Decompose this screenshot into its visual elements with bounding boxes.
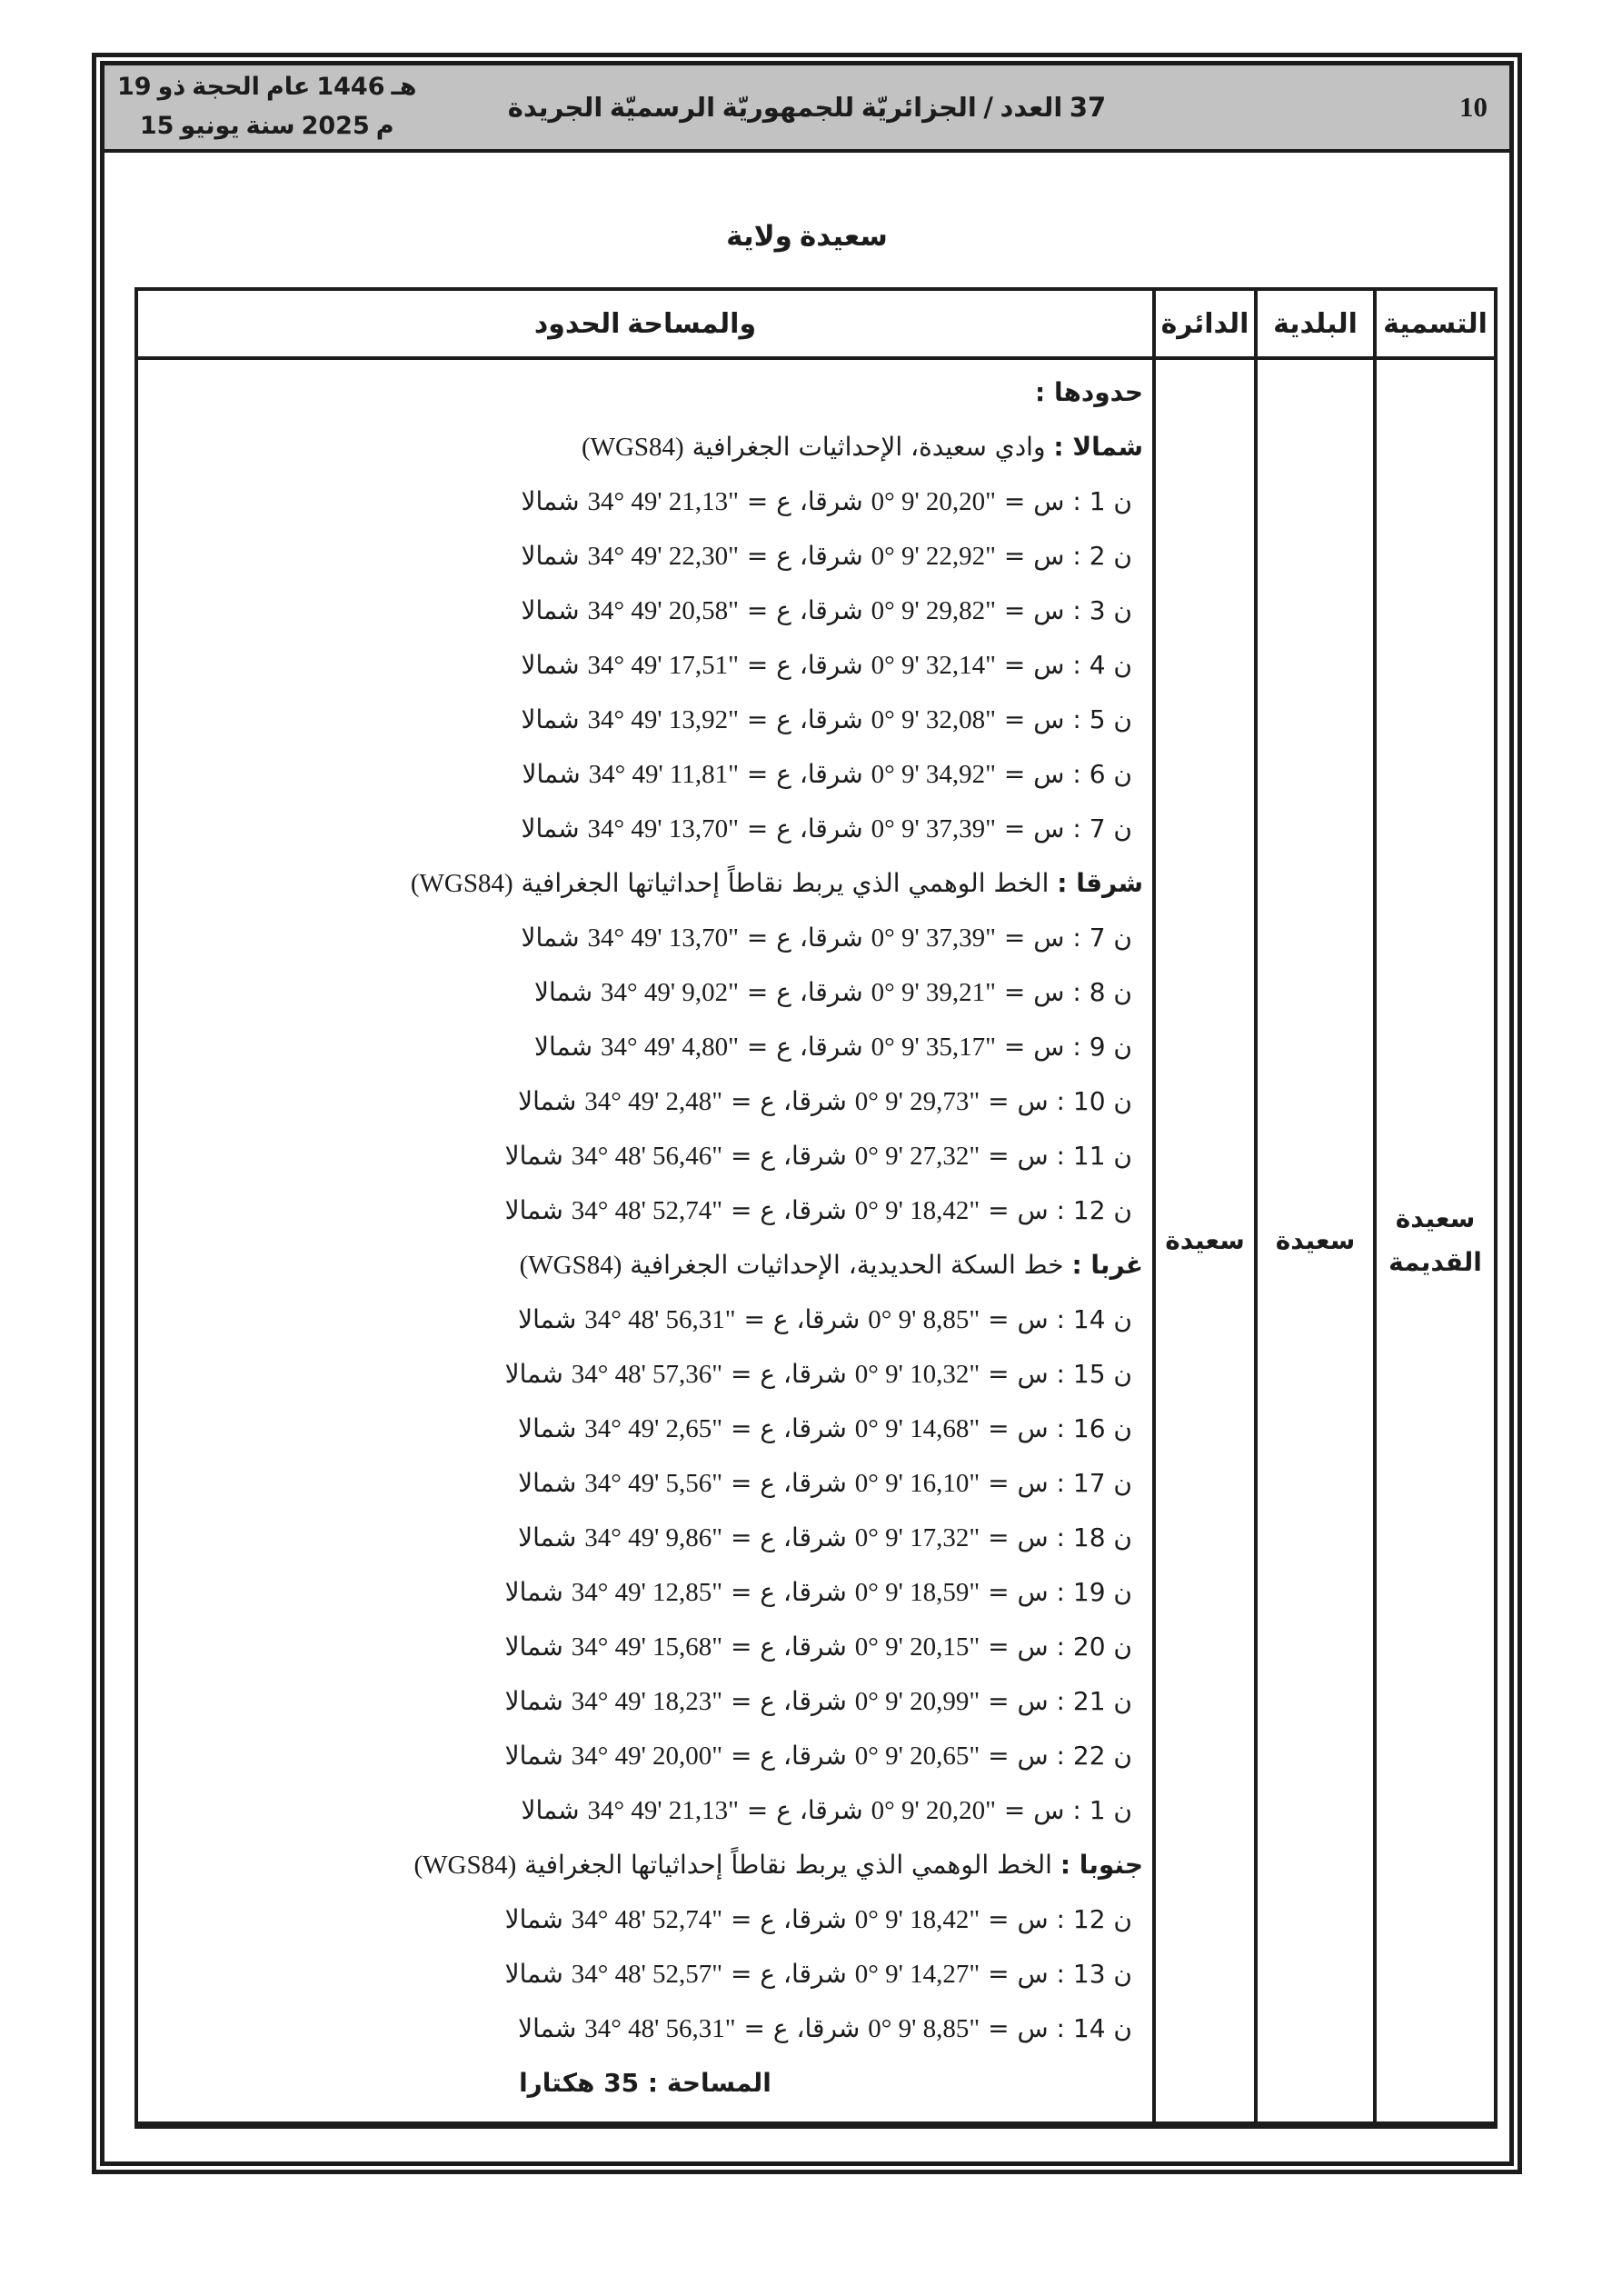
point-mid: شرقا، ع = — [722, 1468, 855, 1498]
point-suffix: شمالا — [518, 2013, 585, 2043]
coord-x: 0° 9' 18,42" — [854, 1196, 980, 1225]
coord-x: 0° 9' 17,32" — [854, 1523, 980, 1552]
border-line-point — [138, 747, 1152, 802]
coord-y: 34° 49' 22,30" — [587, 542, 739, 571]
coord-x: 0° 9' 20,20" — [871, 487, 997, 516]
point-label: ن 12 : س = — [980, 1195, 1132, 1225]
point-mid: شرقا، ع = — [722, 1359, 855, 1389]
coord-x: 0° 9' 20,65" — [854, 1742, 980, 1771]
point-label: ن 8 : س = — [996, 977, 1132, 1007]
section-text: الخط الوهمي الذي يربط نقاطاً إحداثياتها الجغرافية — [516, 1850, 1060, 1880]
coord-x: 0° 9' 39,21" — [871, 978, 997, 1007]
border-line-section — [138, 420, 1152, 474]
border-line-point — [138, 1293, 1152, 1347]
coord-x: 0° 9' 37,39" — [871, 923, 997, 953]
coord-y: 34° 49' 11,81" — [588, 760, 739, 789]
point-mid: شرقا، ع = — [738, 814, 871, 844]
cell-designation: سعيدة القديمة — [1375, 358, 1496, 2125]
coord-x: 0° 9' 32,08" — [871, 705, 997, 734]
point-label: ن 19 : س = — [980, 1577, 1132, 1607]
point-suffix: شمالا — [504, 1959, 572, 1989]
point-suffix: شمالا — [504, 1632, 572, 1662]
point-mid: شرقا، ع = — [738, 486, 871, 516]
point-mid: شرقا، ع = — [722, 1904, 855, 1934]
border-line-heading: حدودها : — [1035, 377, 1143, 407]
point-mid: شرقا، ع = — [738, 650, 871, 680]
border-line-point — [138, 1620, 1152, 1674]
point-label: ن 16 : س = — [980, 1413, 1132, 1443]
border-line-point — [138, 965, 1152, 1020]
point-label: ن 21 : س = — [980, 1686, 1132, 1716]
point-label: ن 7 : س = — [996, 814, 1132, 844]
border-line-point — [138, 693, 1152, 747]
point-mid: شرقا، ع = — [738, 541, 871, 571]
coord-x: 0° 9' 20,99" — [854, 1687, 980, 1716]
point-label: ن 7 : س = — [996, 923, 1132, 953]
point-suffix: شمالا — [518, 1086, 585, 1116]
point-suffix: شمالا — [533, 1032, 602, 1062]
border-line-point — [138, 1565, 1152, 1620]
coord-y: 34° 49' 12,85" — [571, 1578, 723, 1607]
point-suffix: شمالا — [521, 541, 588, 571]
point-mid: شرقا، ع = — [738, 977, 871, 1007]
col-header-municipality: البلدية — [1256, 289, 1375, 358]
hijri-date: 19 ذو الحجة عام 1446 هـ — [117, 73, 417, 101]
coord-x: 0° 9' 10,32" — [854, 1360, 980, 1389]
cell-borders — [136, 358, 1154, 2125]
section-text: وادي سعيدة، الإحداثيات الجغرافية — [683, 432, 1054, 462]
coord-x: 0° 9' 34,92" — [871, 760, 997, 789]
point-suffix: شمالا — [504, 1686, 572, 1716]
coord-x: 0° 9' 22,92" — [871, 542, 997, 571]
point-label: ن 9 : س = — [996, 1032, 1132, 1062]
point-mid: شرقا، ع = — [738, 1795, 871, 1825]
point-suffix: شمالا — [521, 486, 588, 516]
point-suffix: شمالا — [521, 1795, 588, 1825]
border-line-point — [138, 1020, 1152, 1074]
point-mid: شرقا، ع = — [722, 1741, 855, 1771]
point-suffix: شمالا — [504, 1577, 572, 1607]
header-strip — [104, 65, 1509, 153]
coord-x: 0° 9' 14,68" — [854, 1414, 980, 1443]
point-suffix: شمالا — [504, 1904, 572, 1934]
border-line-point — [138, 1456, 1152, 1511]
point-label: ن 22 : س = — [980, 1741, 1132, 1771]
coord-y: 34° 49' 9,86" — [584, 1523, 723, 1552]
coord-y: 34° 48' 56,31" — [584, 2014, 736, 2043]
border-line-section — [138, 856, 1152, 911]
col-header-borders-area-label: الحدود والمساحة — [533, 307, 757, 340]
coord-x: 0° 9' 14,27" — [854, 1960, 980, 1989]
point-label: ن 13 : س = — [980, 1959, 1132, 1989]
point-suffix: شمالا — [518, 1522, 585, 1552]
coord-x: 0° 9' 8,85" — [868, 1305, 980, 1334]
wgs-ref: (WGS84) — [581, 433, 684, 462]
point-mid: شرقا، ع = — [735, 1304, 869, 1334]
point-suffix: شمالا — [521, 923, 588, 953]
col-header-borders-area — [136, 289, 1154, 358]
point-mid: شرقا، ع = — [722, 1413, 855, 1443]
coord-y: 34° 48' 56,31" — [584, 1305, 736, 1334]
point-mid: شرقا، ع = — [738, 923, 871, 953]
point-mid: شرقا، ع = — [722, 1522, 855, 1552]
coord-y: 34° 48' 56,46" — [571, 1142, 723, 1171]
point-label: ن 3 : س = — [996, 595, 1132, 625]
border-line-point — [138, 2002, 1152, 2056]
section-text: الخط الوهمي الذي يربط نقاطاً إحداثياتها الجغرافية — [512, 868, 1058, 898]
point-suffix: شمالا — [521, 704, 588, 734]
point-suffix: شمالا — [533, 977, 602, 1007]
border-line-point — [138, 638, 1152, 693]
coord-y: 34° 48' 52,57" — [571, 1960, 723, 1989]
point-label: ن 14 : س = — [980, 2013, 1132, 2043]
point-label: ن 18 : س = — [980, 1522, 1132, 1552]
point-mid: شرقا، ع = — [722, 1195, 855, 1225]
coord-y: 34° 49' 13,92" — [587, 705, 739, 734]
border-line-point — [138, 1729, 1152, 1783]
point-mid: شرقا، ع = — [738, 759, 871, 789]
header-dates — [117, 67, 416, 145]
cell-municipality: سعيدة — [1256, 358, 1375, 2125]
coord-x: 0° 9' 18,42" — [854, 1905, 980, 1934]
border-line-point — [138, 529, 1152, 584]
coord-x: 0° 9' 35,17" — [871, 1033, 997, 1062]
section-label: غربا : — [1071, 1250, 1143, 1280]
coord-y: 34° 49' 2,48" — [584, 1087, 723, 1116]
border-line-point — [138, 1183, 1152, 1238]
coord-x: 0° 9' 29,73" — [854, 1087, 980, 1116]
point-suffix: شمالا — [522, 759, 589, 789]
section-label: شرقا : — [1057, 868, 1143, 898]
coord-y: 34° 49' 9,02" — [601, 978, 739, 1007]
coord-y: 34° 49' 5,56" — [584, 1469, 723, 1498]
point-label: ن 1 : س = — [996, 1795, 1132, 1825]
coord-y: 34° 49' 13,70" — [587, 923, 739, 953]
point-label: ن 20 : س = — [980, 1632, 1132, 1662]
border-line-point — [138, 1892, 1152, 1947]
borders-table — [134, 287, 1498, 2129]
coord-x: 0° 9' 18,59" — [854, 1578, 980, 1607]
point-suffix: شمالا — [504, 1141, 572, 1171]
page-number: 10 — [1459, 91, 1488, 123]
point-mid: شرقا، ع = — [722, 1577, 855, 1607]
coord-y: 34° 49' 4,80" — [601, 1033, 739, 1062]
border-line-point — [138, 1674, 1152, 1729]
section-label: شمالا : — [1053, 432, 1143, 462]
coord-y: 34° 49' 21,13" — [587, 1796, 739, 1825]
point-mid: شرقا، ع = — [738, 595, 871, 625]
col-header-designation: التسمية — [1375, 289, 1496, 358]
section-text: خط السكة الحديدية، الإحداثيات الجغرافية — [622, 1250, 1072, 1280]
coord-x: 0° 9' 20,15" — [854, 1632, 980, 1662]
border-line-point — [138, 911, 1152, 965]
point-label: ن 5 : س = — [996, 704, 1132, 734]
point-label: ن 6 : س = — [996, 759, 1132, 789]
coord-y: 34° 48' 57,36" — [571, 1360, 723, 1389]
coord-x: 0° 9' 20,20" — [871, 1796, 997, 1825]
point-suffix: شمالا — [504, 1359, 572, 1389]
coord-x: 0° 9' 27,32" — [854, 1142, 980, 1171]
coord-y: 34° 48' 52,74" — [571, 1905, 723, 1934]
point-mid: شرقا، ع = — [722, 1632, 855, 1662]
border-line-point — [138, 1402, 1152, 1456]
point-mid: شرقا، ع = — [722, 1959, 855, 1989]
coord-x: 0° 9' 16,10" — [854, 1469, 980, 1498]
table-row — [136, 358, 1496, 2125]
border-line-point — [138, 1129, 1152, 1183]
coord-y: 34° 49' 15,68" — [571, 1632, 723, 1662]
point-suffix: شمالا — [504, 1741, 572, 1771]
section-label: جنوبا : — [1060, 1850, 1143, 1880]
point-label: ن 1 : س = — [996, 486, 1132, 516]
point-mid: شرقا، ع = — [722, 1141, 855, 1171]
journal-title: الجريدة الرسميّة للجمهوريّة الجزائريّة / العدد 37 — [507, 92, 1107, 123]
point-suffix: شمالا — [521, 814, 588, 844]
point-label: ن 2 : س = — [996, 541, 1132, 571]
gregorian-date: 15 يونيو سنة 2025 م — [139, 112, 394, 140]
point-suffix: شمالا — [518, 1468, 585, 1498]
point-mid: شرقا، ع = — [735, 2013, 869, 2043]
point-mid: شرقا، ع = — [738, 704, 871, 734]
page-frame — [92, 53, 1522, 2174]
coord-y: 34° 49' 13,70" — [587, 814, 739, 844]
coord-y: 34° 49' 21,13" — [587, 487, 739, 516]
point-label: ن 11 : س = — [980, 1141, 1132, 1171]
border-line-point — [138, 1511, 1152, 1565]
wgs-ref: (WGS84) — [519, 1251, 622, 1280]
coord-x: 0° 9' 8,85" — [868, 2014, 980, 2043]
wgs-ref: (WGS84) — [410, 869, 513, 898]
border-line-point — [138, 802, 1152, 856]
point-suffix: شمالا — [504, 1195, 572, 1225]
col-header-district: الدائرة — [1154, 289, 1256, 358]
border-line-point — [138, 1947, 1152, 2002]
wgs-ref: (WGS84) — [413, 1851, 517, 1880]
coord-y: 34° 49' 20,00" — [571, 1742, 723, 1771]
border-lines — [138, 365, 1152, 2111]
coord-y: 34° 49' 18,23" — [571, 1687, 723, 1716]
border-line-point — [138, 584, 1152, 638]
point-label: ن 14 : س = — [980, 1304, 1132, 1334]
border-line-point — [138, 1783, 1152, 1838]
border-line-section — [138, 1838, 1152, 1892]
border-line-point — [138, 1347, 1152, 1402]
point-label: ن 10 : س = — [980, 1086, 1132, 1116]
point-label: ن 15 : س = — [980, 1359, 1132, 1389]
point-mid: شرقا، ع = — [738, 1032, 871, 1062]
coord-y: 34° 48' 52,74" — [571, 1196, 723, 1225]
coord-x: 0° 9' 37,39" — [871, 814, 997, 844]
cell-district: سعيدة — [1154, 358, 1256, 2125]
point-suffix: شمالا — [518, 1413, 585, 1443]
border-line-point — [138, 474, 1152, 529]
point-label: ن 4 : س = — [996, 650, 1132, 680]
point-label: ن 17 : س = — [980, 1468, 1132, 1498]
coord-y: 34° 49' 20,58" — [587, 596, 739, 625]
border-line-section — [138, 1238, 1152, 1293]
coord-y: 34° 49' 17,51" — [587, 651, 739, 680]
border-line-point — [138, 1074, 1152, 1129]
table-header-row — [136, 289, 1496, 358]
point-mid: شرقا، ع = — [722, 1086, 855, 1116]
coord-y: 34° 49' 2,65" — [584, 1414, 723, 1443]
coord-x: 0° 9' 32,14" — [871, 651, 997, 680]
point-suffix: شمالا — [521, 650, 588, 680]
point-suffix: شمالا — [521, 595, 588, 625]
point-suffix: شمالا — [518, 1304, 585, 1334]
point-mid: شرقا، ع = — [722, 1686, 855, 1716]
border-line-area: المساحة : 35 هكتارا — [519, 2068, 771, 2098]
wilaya-title: ولاية سعيدة — [726, 220, 888, 253]
point-label: ن 12 : س = — [980, 1904, 1132, 1934]
coord-x: 0° 9' 29,82" — [871, 596, 997, 625]
